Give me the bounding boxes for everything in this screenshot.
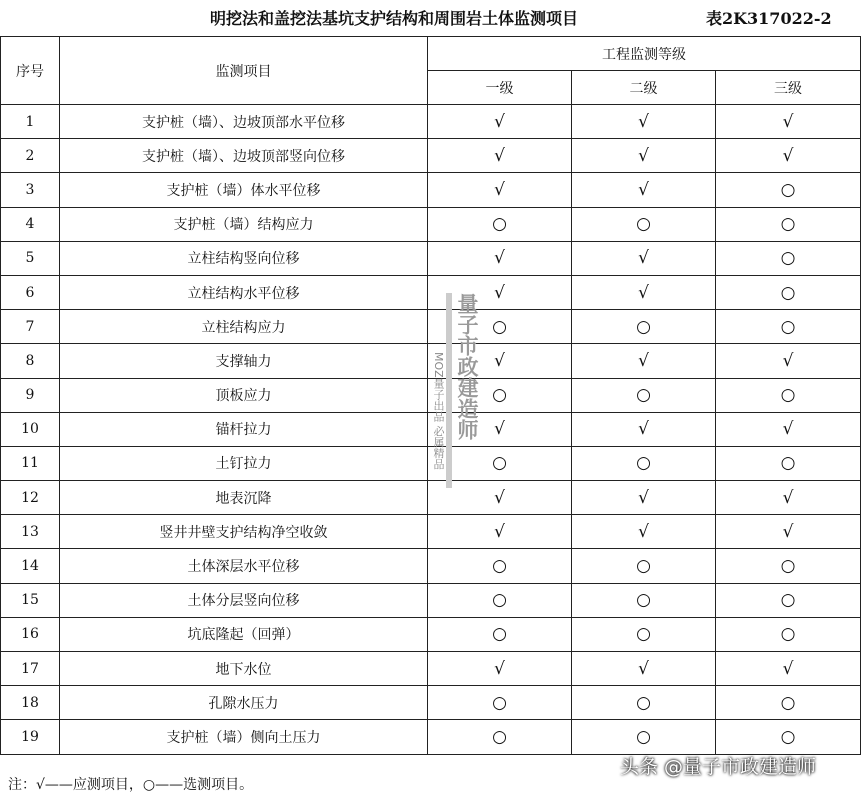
row-item: 坑底隆起（回弹） [60, 617, 428, 651]
row-item: 支护桩（墙）侧向土压力 [60, 720, 428, 754]
table-row [1, 617, 861, 651]
row-number: 19 [1, 720, 60, 754]
grade-1-mark: √ [428, 344, 572, 378]
grade-1-mark: √ [428, 412, 572, 446]
grade-1-mark: √ [428, 139, 572, 173]
grade-2-mark: √ [572, 412, 716, 446]
grade-2-mark: √ [572, 105, 716, 139]
table-row [1, 207, 861, 241]
grade-1-mark: √ [428, 105, 572, 139]
grade-1-mark: ○ [428, 686, 572, 720]
grade-1-mark: ○ [428, 583, 572, 617]
row-item: 锚杆拉力 [60, 412, 428, 446]
row-number: 2 [1, 139, 60, 173]
row-number: 8 [1, 344, 60, 378]
table-row [1, 652, 861, 686]
row-item: 地表沉降 [60, 481, 428, 515]
table-row [1, 275, 861, 309]
row-number: 7 [1, 310, 60, 344]
header-grade-2: 二级 [572, 71, 716, 105]
grade-1-mark: √ [428, 241, 572, 275]
grade-3-mark: √ [716, 139, 861, 173]
row-item: 立柱结构竖向位移 [60, 241, 428, 275]
row-number: 1 [1, 105, 60, 139]
row-number: 15 [1, 583, 60, 617]
row-item: 支撑轴力 [60, 344, 428, 378]
grade-2-mark: √ [572, 173, 716, 207]
header-seq: 序号 [1, 37, 60, 105]
grade-3-mark: ○ [716, 275, 861, 309]
header-item: 监测项目 [60, 37, 428, 105]
row-number: 9 [1, 378, 60, 412]
grade-2-mark: √ [572, 275, 716, 309]
table-row [1, 549, 861, 583]
grade-3-mark: ○ [716, 241, 861, 275]
row-number: 13 [1, 515, 60, 549]
grade-2-mark: ○ [572, 583, 716, 617]
row-number: 6 [1, 275, 60, 309]
row-number: 18 [1, 686, 60, 720]
header-grade-3: 三级 [716, 71, 861, 105]
grade-3-mark: √ [716, 481, 861, 515]
watermark-sub: MOZ量子出品 必属精品 [432, 352, 445, 470]
grade-2-mark: √ [572, 481, 716, 515]
table-row [1, 139, 861, 173]
row-item: 支护桩（墙）、边坡顶部竖向位移 [60, 139, 428, 173]
table-row [1, 481, 861, 515]
grade-1-mark: √ [428, 275, 572, 309]
row-number: 16 [1, 617, 60, 651]
toutiao-watermark: 头条 @量子市政建造师 [620, 756, 817, 778]
table-row [1, 686, 861, 720]
row-number: 14 [1, 549, 60, 583]
row-item: 支护桩（墙）、边坡顶部水平位移 [60, 105, 428, 139]
row-number: 11 [1, 446, 60, 480]
grade-3-mark: √ [716, 105, 861, 139]
row-item: 地下水位 [60, 652, 428, 686]
row-item: 支护桩（墙）结构应力 [60, 207, 428, 241]
row-number: 12 [1, 481, 60, 515]
grade-3-mark: ○ [716, 207, 861, 241]
grade-2-mark: √ [572, 139, 716, 173]
table-row [1, 515, 861, 549]
grade-3-mark: ○ [716, 583, 861, 617]
row-item: 立柱结构水平位移 [60, 275, 428, 309]
grade-1-mark: ○ [428, 207, 572, 241]
grade-2-mark: ○ [572, 310, 716, 344]
grade-2-mark: √ [572, 652, 716, 686]
grade-2-mark: √ [572, 241, 716, 275]
grade-3-mark: ○ [716, 686, 861, 720]
grade-1-mark: ○ [428, 617, 572, 651]
row-item: 孔隙水压力 [60, 686, 428, 720]
table-row [1, 173, 861, 207]
grade-3-mark: √ [716, 344, 861, 378]
grade-2-mark: ○ [572, 686, 716, 720]
row-item: 竖井井壁支护结构净空收敛 [60, 515, 428, 549]
grade-3-mark: ○ [716, 720, 861, 754]
row-item: 土体分层竖向位移 [60, 583, 428, 617]
row-item: 土钉拉力 [60, 446, 428, 480]
table-title: 明挖法和盖挖法基坑支护结构和周围岩土体监测项目 [210, 9, 579, 28]
table-row [1, 241, 861, 275]
grade-2-mark: ○ [572, 549, 716, 583]
row-number: 17 [1, 652, 60, 686]
grade-1-mark: ○ [428, 446, 572, 480]
row-item: 顶板应力 [60, 378, 428, 412]
grade-3-mark: √ [716, 652, 861, 686]
grade-1-mark: ○ [428, 378, 572, 412]
watermark-main: 量子市政建造师 [455, 293, 479, 440]
grade-2-mark: √ [572, 515, 716, 549]
grade-1-mark: ○ [428, 720, 572, 754]
grade-3-mark: √ [716, 515, 861, 549]
header-grade: 工程监测等级 [428, 37, 861, 71]
table-row [1, 105, 861, 139]
grade-3-mark: ○ [716, 549, 861, 583]
grade-3-mark: √ [716, 412, 861, 446]
row-item: 立柱结构应力 [60, 310, 428, 344]
grade-2-mark: ○ [572, 617, 716, 651]
grade-1-mark: √ [428, 173, 572, 207]
table-code: 表2K317022-2 [706, 9, 832, 28]
table-row [1, 720, 861, 754]
row-number: 5 [1, 241, 60, 275]
row-number: 4 [1, 207, 60, 241]
grade-2-mark: ○ [572, 446, 716, 480]
grade-3-mark: ○ [716, 378, 861, 412]
grade-1-mark: √ [428, 652, 572, 686]
grade-2-mark: ○ [572, 720, 716, 754]
table-row [1, 310, 861, 344]
grade-2-mark: √ [572, 344, 716, 378]
table-row [1, 583, 861, 617]
grade-2-mark: ○ [572, 207, 716, 241]
grade-1-mark: √ [428, 515, 572, 549]
grade-1-mark: √ [428, 481, 572, 515]
grade-3-mark: ○ [716, 310, 861, 344]
row-number: 10 [1, 412, 60, 446]
grade-1-mark: ○ [428, 310, 572, 344]
grade-3-mark: ○ [716, 446, 861, 480]
row-item: 支护桩（墙）体水平位移 [60, 173, 428, 207]
row-item: 土体深层水平位移 [60, 549, 428, 583]
grade-3-mark: ○ [716, 617, 861, 651]
grade-3-mark: ○ [716, 173, 861, 207]
header-grade-1: 一级 [428, 71, 572, 105]
grade-2-mark: ○ [572, 378, 716, 412]
row-number: 3 [1, 173, 60, 207]
footnote: 注：√——应测项目，○——选测项目。 [8, 777, 254, 793]
grade-1-mark: ○ [428, 549, 572, 583]
